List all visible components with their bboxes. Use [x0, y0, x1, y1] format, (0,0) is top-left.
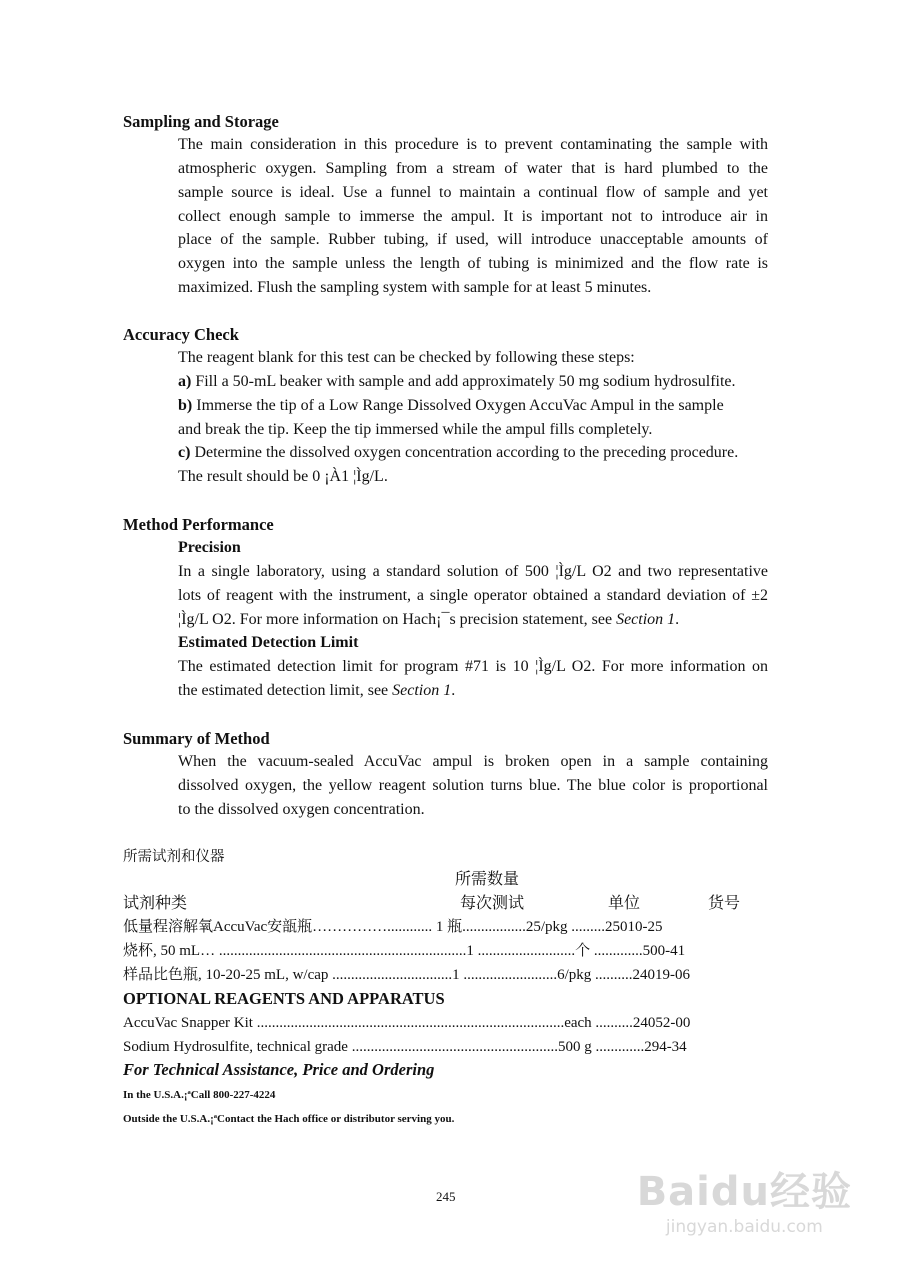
- column-header-unit: 单位: [608, 895, 641, 912]
- step-text: Fill a 50-mL beaker with sample and add approximately 50 mg sodium hydrosulfite.: [191, 373, 736, 390]
- section-reference: Section 1: [616, 611, 676, 628]
- paragraph-line: The reagent blank for this test can be checked by following these steps:: [178, 349, 635, 366]
- step-label: b): [178, 397, 193, 414]
- step-c: [178, 443, 768, 463]
- step-label: c): [178, 444, 191, 461]
- watermark-url: jingyan.baidu.com: [665, 1217, 823, 1237]
- paragraph-line: The result should be 0 ¡À1 ¦Ìg/L.: [178, 468, 388, 485]
- paragraph-line: and break the tip. Keep the tip immersed while the ampul fills completely.: [178, 421, 653, 438]
- step-b: [178, 396, 768, 416]
- column-header-catalog: 货号: [708, 895, 741, 912]
- paragraph-line: dissolved oxygen, the yellow reagent solution turns blue. The blue color is proportional: [178, 777, 768, 794]
- paragraph-line: the estimated detection limit, see Section 1.: [178, 682, 456, 699]
- section-reference: Section 1: [392, 682, 452, 699]
- table-row: 低量程溶解氧AccuVac安瓿瓶……………............ 1 瓶.................25/pkg .........25010-25: [123, 919, 663, 935]
- column-header-qty: 每次测试: [460, 895, 525, 912]
- paragraph-line: The main consideration in this procedure is to prevent contaminating the sample with: [178, 136, 768, 153]
- assistance-heading: For Technical Assistance, Price and Ordering: [123, 1060, 435, 1079]
- section-heading-sampling: Sampling and Storage: [123, 112, 279, 131]
- paragraph-line: In a single laboratory, using a standard solution of 500 ¦Ìg/L O2 and two representative: [178, 563, 768, 580]
- paragraph-line: sample source is ideal. Use a funnel to maintain a continual flow of sample and yet: [178, 184, 768, 201]
- table-row: 烧杯, 50 mL… ..................................................................1 ..........................个 .............500-41: [123, 943, 686, 959]
- watermark-logo: Baidu经验: [636, 1169, 852, 1215]
- outside-usa-contact: Outside the U.S.A.¡ªContact the Hach office or distributor serving you.: [123, 1113, 455, 1125]
- table-row: Sodium Hydrosulfite, technical grade .......................................................500 g .............294-34: [123, 1039, 687, 1055]
- page-number: 245: [436, 1189, 456, 1204]
- text: the estimated detection limit, see: [178, 682, 393, 699]
- optional-heading: OPTIONAL REAGENTS AND APPARATUS: [123, 989, 445, 1008]
- column-header-type: 试剂种类: [123, 895, 188, 912]
- paragraph-line: When the vacuum-sealed AccuVac ampul is broken open in a sample containing: [178, 753, 768, 770]
- section-heading-summary: Summary of Method: [123, 729, 270, 748]
- table-row: 样品比色瓶, 10-20-25 mL, w/cap ................................1 .........................6/pkg ..........24019-06: [123, 967, 691, 983]
- paragraph-line: The estimated detection limit for program #71 is 10 ¦Ìg/L O2. For more information on: [178, 658, 768, 675]
- usa-contact: In the U.S.A.¡ªCall 800-227-4224: [123, 1089, 276, 1101]
- text: ¦Ìg/L O2. For more information on Hach¡¯s precision statement, see: [178, 611, 617, 628]
- paragraph-line: atmospheric oxygen. Sampling from a stream of water that is hard plumbed to the: [178, 160, 768, 177]
- reagents-title: 所需试剂和仪器: [123, 849, 225, 865]
- paragraph-line: oxygen into the sample unless the length of tubing is minimized and the flow rate is: [178, 255, 768, 272]
- step-text: Determine the dissolved oxygen concentration according to the preceding procedure.: [190, 444, 739, 461]
- subheading-detection-limit: Estimated Detection Limit: [178, 634, 359, 651]
- section-heading-accuracy: Accuracy Check: [123, 325, 239, 344]
- paragraph-line: to the dissolved oxygen concentration.: [178, 801, 425, 818]
- column-header-qty-top: 所需数量: [455, 871, 520, 888]
- paragraph-line: ¦Ìg/L O2. For more information on Hach¡¯s precision statement, see Section 1.: [178, 611, 680, 628]
- section-heading-performance: Method Performance: [123, 515, 274, 534]
- subheading-precision: Precision: [178, 539, 241, 556]
- baidu-watermark: [637, 1160, 852, 1237]
- paragraph-line: lots of reagent with the instrument, a single operator obtained a standard deviation of ±2: [178, 587, 768, 604]
- step-text: Immerse the tip of a Low Range Dissolved Oxygen AccuVac Ampul in the sample: [192, 397, 724, 414]
- paragraph-line: place of the sample. Rubber tubing, if used, will introduce unacceptable amounts of: [178, 231, 768, 248]
- paragraph-line: maximized. Flush the sampling system with sample for at least 5 minutes.: [178, 279, 652, 296]
- step-a: [178, 372, 768, 392]
- table-row: AccuVac Snapper Kit ..................................................................................each ..........24052-00: [123, 1015, 691, 1031]
- paragraph-line: collect enough sample to immerse the ampul. It is important not to introduce air in: [178, 208, 768, 225]
- step-label: a): [178, 373, 192, 390]
